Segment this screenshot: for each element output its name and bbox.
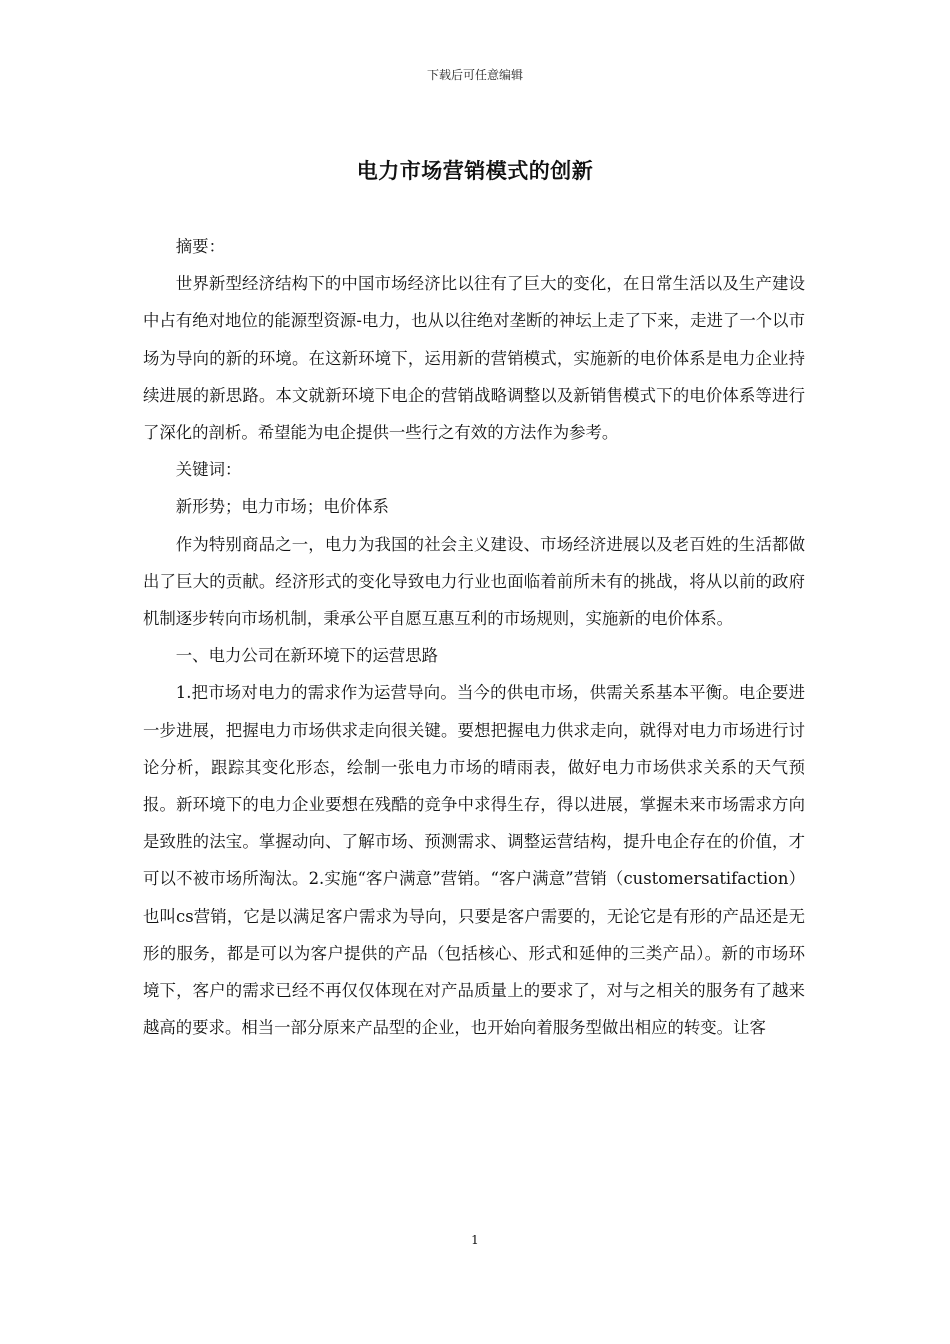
body-paragraph: 1.把市场对电力的需求作为运营导向。当今的供电市场，供需关系基本平衡。电企要进一步进展，把握电力市场供求走向很关键。要想把握电力供求走向，就得对电力市场进行讨论分析，跟踪其变化形态，绘制一张电力市场的晴雨表，做好电力市场供求关系的天气预报。新环境下的电力企业要想在残酷的竞争中求得生存，得以进展，掌握未来市场需求方向是致胜的法宝。掌握动向、了解市场、预测需求、调整运营结构，提升电企存在的价值，才可以不被市场所淘汰。2.实施“客户满意”营销。“客户满意”营销（customersatifaction）也叫cs营销，它是以满足客户需求为导向，只要是客户需要的，无论它是有形的产品还是无形的服务，都是可以为客户提供的产品（包括核心、形式和延伸的三类产品）。新的市场环境下，客户的需求已经不再仅仅体现在对产品质量上的要求了，对与之相关的服务有了越来越高的要求。相当一部分原来产品型的企业，也开始向着服务型做出相应的转变。让客: [143, 683, 805, 1038]
abstract-paragraph: 世界新型经济结构下的中国市场经济比以往有了巨大的变化，在日常生活以及生产建设中占有绝对地位的能源型资源-电力，也从以往绝对垄断的神坛上走了下来，走进了一个以市场为导向的新的环境。在这新环境下，运用新的营销模式，实施新的电价体系是电力企业持续进展的新思路。本文就新环境下电企的营销战略调整以及新销售模式下的电价体系等进行了深化的剖析。希望能为电企提供一些行之有效的方法作为参考。: [143, 274, 805, 443]
abstract-heading: 摘要：: [175, 237, 225, 256]
document-body: [143, 228, 805, 1046]
page-number: 1: [471, 1233, 479, 1247]
document-title: 电力市场营销模式的创新: [356, 158, 594, 183]
keywords-paragraph: 新形势；电力市场；电价体系: [175, 497, 389, 517]
section-heading-1: 一、电力公司在新环境下的运营思路: [175, 646, 439, 666]
intro-paragraph: 作为特别商品之一，电力为我国的社会主义建设、市场经济进展以及老百姓的生活都做出了巨大的贡献。经济形式的变化导致电力行业也面临着前所未有的挑战，将从以前的政府机制逐步转向市场机制，秉承公平自愿互惠互利的市场规则，实施新的电价体系。: [143, 534, 805, 629]
page-header: 下载后可任意编辑: [426, 68, 523, 82]
keywords-heading: 关键词：: [175, 460, 242, 480]
